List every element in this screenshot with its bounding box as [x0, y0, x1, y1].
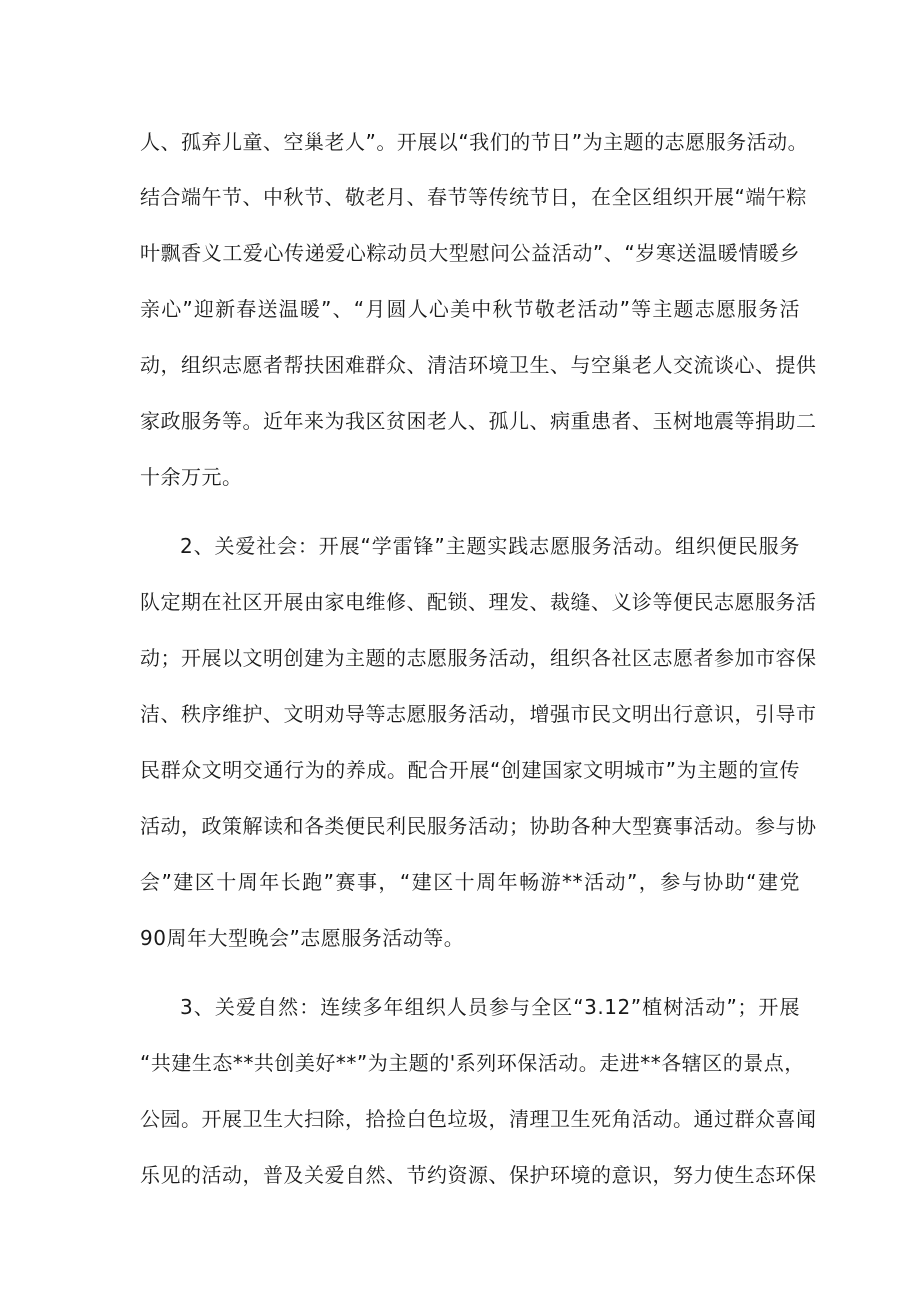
paragraph-line: 乐见的活动，普及关爱自然、节约资源、保护环境的意识，努力使生态环保 — [140, 1163, 817, 1187]
paragraph-line: 动，组织志愿者帮扶困难群众、清洁环境卫生、与空巢老人交流谈心、提供 — [140, 353, 817, 377]
paragraph-line: 3、关爱自然：连续多年组织人员参与全区“3.12”植树活动”；开展 — [180, 995, 800, 1019]
paragraph-line: 结合端午节、中秋节、敬老月、春节等传统节日，在全区组织开展“端午粽 — [140, 185, 807, 209]
paragraph-line: “共建生态**共创美好**”为主题的'系列环保活动。走进**各辖区的景点， — [140, 1051, 805, 1075]
paragraph-line: 90周年大型晚会”志愿服务活动等。 — [140, 926, 465, 950]
paragraph-line: 队定期在社区开展由家电维修、配锁、理发、裁缝、义诊等便民志愿服务活 — [140, 590, 817, 614]
paragraph-line: 洁、秩序维护、文明劝导等志愿服务活动，增强市民文明出行意识，引导市 — [140, 702, 817, 726]
paragraph-line: 公园。开展卫生大扫除，拾捡白色垃圾，清理卫生死角活动。通过群众喜闻 — [140, 1107, 817, 1131]
paragraph-line: 动；开展以文明创建为主题的志愿服务活动，组织各社区志愿者参加市容保 — [140, 646, 817, 670]
paragraph-line: 2、关爱社会：开展“学雷锋”主题实践志愿服务活动。组织便民服务 — [180, 534, 800, 558]
paragraph-line: 家政服务等。近年来为我区贫困老人、孤儿、病重患者、玉树地震等捐助二 — [140, 409, 817, 433]
paragraph-line: 民群众文明交通行为的养成。配合开展“创建国家文明城市”为主题的宣传 — [140, 758, 800, 782]
paragraph-line: 会”建区十周年长跑”赛事，“建区十周年畅游**活动”，参与协助“建党 — [140, 870, 800, 894]
paragraph-line: 十余万元。 — [140, 465, 243, 489]
paragraph-line: 活动，政策解读和各类便民利民服务活动；协助各种大型赛事活动。参与协 — [140, 814, 817, 838]
paragraph-line: 亲心”迎新春送温暖”、“月圆人心美中秋节敬老活动”等主题志愿服务活 — [140, 297, 800, 321]
paragraph-line: 人、孤弃儿童、空巢老人”。开展以“我们的节日”为主题的志愿服务活动。 — [140, 130, 809, 154]
paragraph-line: 叶飘香义工爱心传递爱心粽动员大型慰问公益活动”、“岁寒送温暖情暖乡 — [140, 241, 800, 265]
